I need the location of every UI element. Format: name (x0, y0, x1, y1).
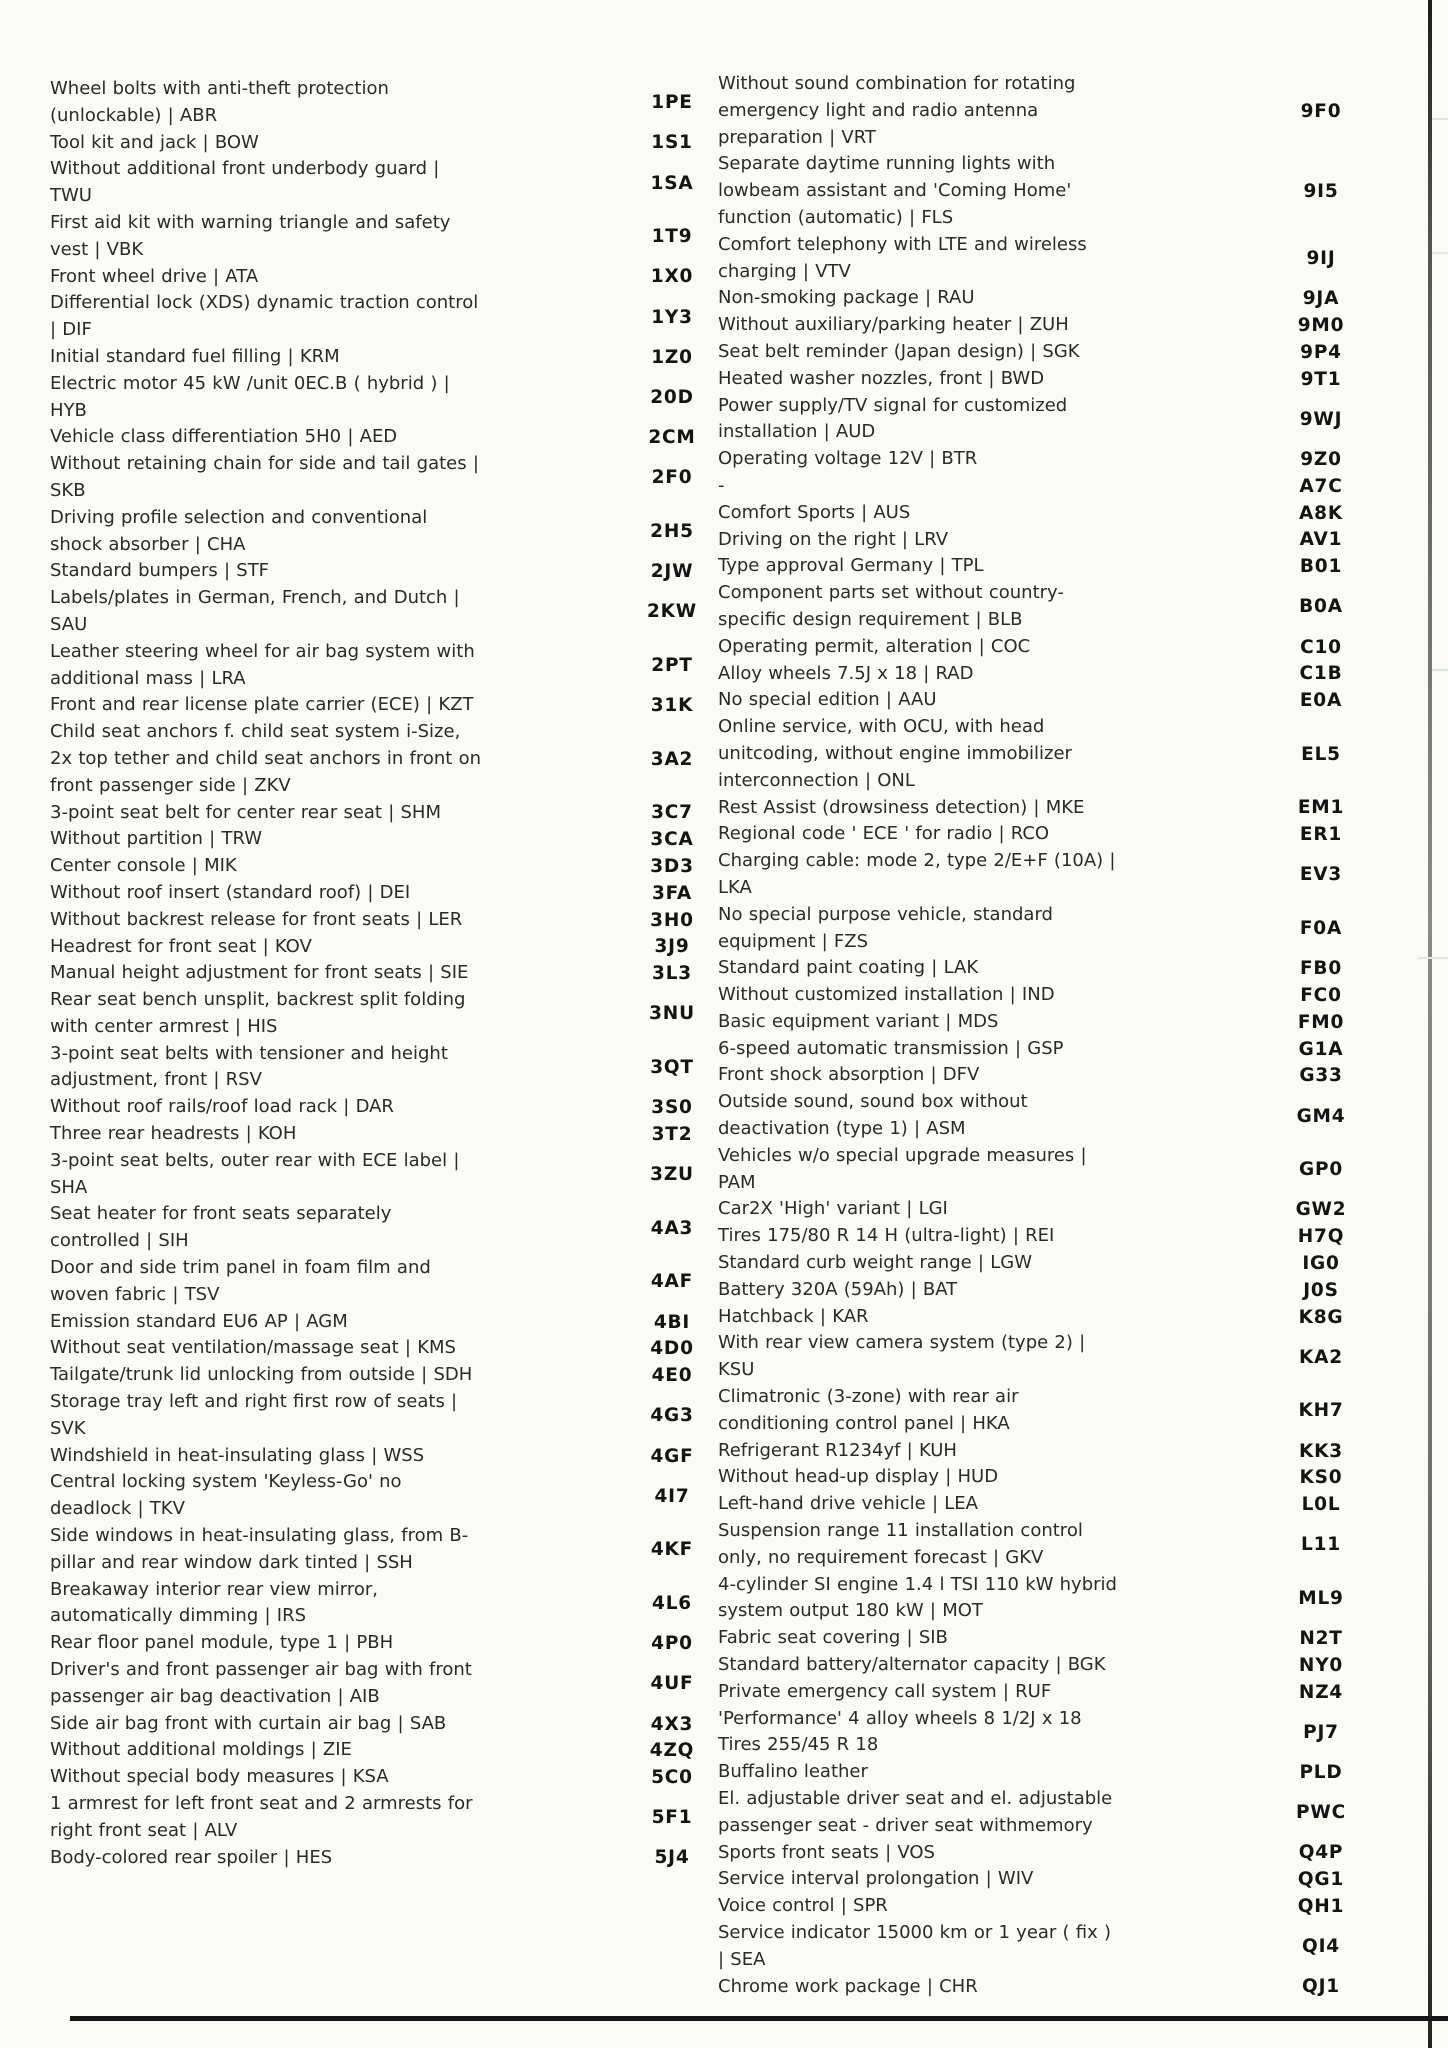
equipment-pr-code: 4D0 (650, 1338, 694, 1360)
equipment-description: Labels/plates in German, French, and Dutch | SAU (50, 587, 460, 635)
equipment-description: Online service, with OCU, with head unitcoding, without engine immobilizer interconnection | ONL (718, 716, 1072, 791)
equipment-description: 4-cylinder SI engine 1.4 l TSI 110 kW hybrid system output 180 kW | MOT (718, 1573, 1117, 1622)
equipment-row (50, 934, 715, 961)
equipment-description: Tool kit and jack | BOW (50, 131, 259, 153)
equipment-row (50, 907, 715, 934)
equipment-row (718, 1518, 1363, 1572)
equipment-row (718, 366, 1363, 393)
equipment-pr-code: 31K (650, 695, 694, 717)
equipment-description: Car2X 'High' variant | LGI (718, 1198, 948, 1220)
equipment-description: Without head-up display | HUD (718, 1466, 999, 1488)
equipment-row (50, 264, 715, 291)
equipment-pr-code: 3L3 (652, 963, 692, 985)
equipment-row (50, 987, 715, 1041)
equipment-row (718, 1330, 1363, 1384)
equipment-pr-code: 2CM (648, 427, 696, 449)
equipment-pr-code: G1A (1298, 1038, 1344, 1060)
page-edge-vertical-rule (1428, 0, 1432, 2048)
equipment-description: Central locking system 'Keyless-Go' no deadlock | TKV (50, 1471, 402, 1520)
equipment-pr-code: 1Y3 (651, 306, 693, 328)
equipment-row (718, 982, 1363, 1009)
equipment-description: Chrome work package | CHR (718, 1975, 978, 1997)
equipment-description: Suspension range 11 installation control only, no requirement forecast | GKV (718, 1520, 1083, 1568)
equipment-row (50, 1201, 715, 1255)
equipment-description: 'Performance' 4 alloy wheels 8 1/2J x 18 Tires 255/45 R 18 (718, 1707, 1082, 1756)
equipment-table-right (718, 71, 1363, 2000)
equipment-description: Leather steering wheel for air bag system with additional mass | LRA (50, 640, 475, 689)
equipment-pr-code: 9T1 (1300, 368, 1342, 390)
equipment-description: No special purpose vehicle, standard equipment | FZS (718, 903, 1053, 952)
equipment-pr-code: FM0 (1297, 1011, 1345, 1033)
equipment-pr-code: 1PE (651, 92, 693, 114)
equipment-pr-code: 1Z0 (651, 346, 693, 368)
equipment-pr-code: PLD (1299, 1762, 1343, 1784)
equipment-pr-code: 4GF (650, 1445, 694, 1467)
equipment-pr-code: G33 (1299, 1065, 1343, 1087)
equipment-description: Vehicles w/o special upgrade measures | PAM (718, 1144, 1087, 1193)
equipment-row (50, 1041, 715, 1095)
equipment-description: With rear view camera system (type 2) | KSU (718, 1332, 1086, 1381)
equipment-row (718, 151, 1363, 231)
equipment-pr-code: 4I7 (654, 1485, 690, 1507)
equipment-description: Without additional front underbody guard | TWU (50, 158, 440, 207)
equipment-pr-code: 4E0 (651, 1365, 693, 1387)
equipment-row (50, 1469, 715, 1523)
equipment-pr-code: N2T (1299, 1628, 1343, 1650)
equipment-row (50, 156, 715, 210)
equipment-row (50, 1335, 715, 1362)
equipment-row (718, 232, 1363, 286)
equipment-description: Comfort Sports | AUS (718, 501, 911, 523)
equipment-row (718, 634, 1363, 661)
equipment-pr-code: 3D3 (650, 856, 694, 877)
equipment-pr-code: KK3 (1299, 1440, 1343, 1462)
equipment-row (50, 1845, 715, 1872)
equipment-row (50, 639, 715, 693)
equipment-row (50, 1362, 715, 1389)
equipment-pr-code: Q4P (1298, 1842, 1344, 1864)
equipment-description: Outside sound, sound box without deactivation (type 1) | ASM (718, 1091, 1028, 1140)
equipment-description: Side windows in heat-insulating glass, from B-pillar and rear window dark tinted | SSH (50, 1525, 469, 1573)
equipment-description: Without sound combination for rotating emergency light and radio antenna preparation | VRT (718, 73, 1076, 148)
equipment-pr-code: 20D (650, 387, 694, 409)
equipment-pr-code: GM4 (1296, 1105, 1346, 1127)
equipment-row (50, 371, 715, 425)
equipment-row (718, 1223, 1363, 1250)
equipment-pr-code: 5J4 (654, 1847, 690, 1869)
equipment-description: Comfort telephony with LTE and wireless charging | VTV (718, 233, 1087, 282)
equipment-row (718, 71, 1363, 151)
equipment-description: Door and side trim panel in foam film and woven fabric | TSV (50, 1257, 431, 1305)
equipment-pr-code: GP0 (1298, 1159, 1344, 1181)
equipment-row (718, 1652, 1363, 1679)
equipment-row (50, 76, 715, 130)
equipment-pr-code: 3C7 (651, 802, 693, 824)
equipment-row (718, 1679, 1363, 1706)
equipment-pr-code: 3T2 (651, 1123, 693, 1145)
equipment-description: Center console | MIK (50, 855, 237, 877)
equipment-description: Component parts set without country-specific design requirement | BLB (718, 582, 1064, 630)
equipment-pr-code: QI4 (1302, 1936, 1340, 1958)
equipment-row (50, 585, 715, 639)
equipment-description: Hatchback | KAR (718, 1305, 869, 1327)
equipment-pr-code: QJ1 (1302, 1976, 1340, 1998)
equipment-description: Without partition | TRW (50, 828, 263, 850)
equipment-row (50, 344, 715, 371)
equipment-description: El. adjustable driver seat and el. adjustable passenger seat - driver seat withmemory (718, 1788, 1113, 1836)
scan-artifact-line (1432, 669, 1448, 671)
equipment-row (50, 1577, 715, 1631)
equipment-pr-code: 3J9 (654, 936, 690, 958)
equipment-pr-code: B01 (1299, 556, 1343, 578)
equipment-description: Standard paint coating | LAK (718, 957, 979, 979)
equipment-row (50, 290, 715, 344)
equipment-description: First aid kit with warning triangle and safety vest | VBK (50, 211, 451, 260)
equipment-description: 3-point seat belt for center rear seat | SHM (50, 801, 441, 823)
equipment-pr-code: H7Q (1297, 1226, 1345, 1248)
equipment-row (718, 821, 1363, 848)
equipment-row (718, 1036, 1363, 1063)
equipment-description: Private emergency call system | RUF (718, 1680, 1052, 1702)
equipment-description: Wheel bolts with anti-theft protection (unlockable) | ABR (50, 78, 389, 126)
equipment-pr-code: 2F0 (651, 467, 693, 489)
equipment-description: Front shock absorption | DFV (718, 1064, 980, 1086)
equipment-pr-code: L11 (1301, 1534, 1341, 1556)
equipment-row (50, 1764, 715, 1791)
equipment-description: Seat belt reminder (Japan design) | SGK (718, 340, 1080, 362)
equipment-pr-code: 5C0 (651, 1767, 693, 1789)
equipment-pr-code: EL5 (1301, 743, 1341, 765)
equipment-row (718, 902, 1363, 956)
equipment-description: Driving on the right | LRV (718, 528, 949, 550)
equipment-description: Driver's and front passenger air bag with front passenger air bag deactivation | AIB (50, 1659, 472, 1707)
equipment-pr-code: 4G3 (650, 1405, 694, 1427)
equipment-description: Rear seat bench unsplit, backrest split folding with center armrest | HIS (50, 989, 466, 1037)
equipment-pr-code: 3CA (650, 829, 694, 851)
equipment-pr-code: 4KF (650, 1539, 694, 1561)
equipment-row (50, 424, 715, 451)
equipment-pr-code: 3S0 (651, 1097, 693, 1119)
equipment-pr-code: 1T9 (651, 226, 693, 248)
equipment-pr-code: 2PT (651, 655, 693, 677)
equipment-pr-code: 3H0 (650, 909, 694, 931)
equipment-row (718, 285, 1363, 312)
scan-artifact-line (1418, 957, 1448, 959)
equipment-pr-code: J0S (1303, 1279, 1339, 1301)
equipment-description: Service interval prolongation | WIV (718, 1868, 1034, 1890)
equipment-row (718, 848, 1363, 902)
equipment-table-left (50, 76, 715, 1871)
equipment-pr-code: E0A (1299, 690, 1343, 712)
equipment-description: Service indicator 15000 km or 1 year ( fix ) | SEA (718, 1921, 1112, 1970)
equipment-row (718, 393, 1363, 447)
equipment-description: Operating voltage 12V | BTR (718, 448, 978, 470)
equipment-description: Emission standard EU6 AP | AGM (50, 1310, 348, 1332)
equipment-row (718, 1866, 1363, 1893)
equipment-pr-code: KH7 (1298, 1400, 1344, 1422)
equipment-row (50, 1255, 715, 1309)
equipment-pr-code: 4AF (650, 1271, 694, 1293)
equipment-row (718, 473, 1363, 500)
equipment-row (718, 312, 1363, 339)
equipment-row (718, 339, 1363, 366)
equipment-pr-code: 9IJ (1306, 248, 1336, 270)
equipment-row (718, 714, 1363, 794)
equipment-description: Body-colored rear spoiler | HES (50, 1846, 333, 1868)
equipment-row (50, 558, 715, 585)
equipment-row (50, 451, 715, 505)
equipment-description: Without seat ventilation/massage seat | KMS (50, 1337, 456, 1359)
equipment-pr-code: ML9 (1298, 1587, 1344, 1609)
equipment-pr-code: 2KW (646, 601, 697, 623)
equipment-description: Without retaining chain for side and tail gates | SKB (50, 453, 479, 501)
equipment-pr-code: 4A3 (650, 1217, 694, 1239)
equipment-pr-code: ER1 (1299, 824, 1343, 846)
equipment-description: Side air bag front with curtain air bag | SAB (50, 1712, 447, 1734)
equipment-pr-code: KA2 (1299, 1346, 1343, 1368)
equipment-description: Windshield in heat-insulating glass | WSS (50, 1444, 425, 1466)
equipment-row (718, 1893, 1363, 1920)
equipment-row (50, 1523, 715, 1577)
equipment-description: Electric motor 45 kW /unit 0EC.B ( hybrid ) | HYB (50, 372, 450, 421)
equipment-description: 6-speed automatic transmission | GSP (718, 1037, 1064, 1059)
equipment-row (50, 1121, 715, 1148)
equipment-description: Non-smoking package | RAU (718, 287, 975, 309)
equipment-row (50, 1389, 715, 1443)
equipment-pr-code: 4ZQ (649, 1740, 695, 1762)
equipment-row (50, 1309, 715, 1336)
equipment-row (50, 505, 715, 559)
equipment-pr-code: PWC (1296, 1802, 1346, 1824)
equipment-description: Alloy wheels 7.5J x 18 | RAD (718, 662, 974, 684)
equipment-pr-code: 2JW (650, 561, 694, 583)
equipment-description: Without customized installation | IND (718, 984, 1055, 1006)
equipment-pr-code: KS0 (1299, 1467, 1343, 1489)
equipment-pr-code: EM1 (1297, 797, 1345, 819)
equipment-description: Breakaway interior rear view mirror, automatically dimming | IRS (50, 1578, 378, 1627)
equipment-pr-code: 3NU (649, 1003, 695, 1025)
page-bottom-horizontal-rule (70, 2016, 1448, 2021)
equipment-description: Front and rear license plate carrier (ECE) | KZT (50, 694, 474, 716)
equipment-row (718, 1196, 1363, 1223)
scan-artifact-line (1432, 252, 1448, 254)
equipment-row (718, 1438, 1363, 1465)
equipment-pr-code: EV3 (1299, 864, 1343, 886)
equipment-pr-code: AV1 (1299, 529, 1343, 551)
equipment-row (718, 1089, 1363, 1143)
equipment-row (50, 692, 715, 719)
equipment-pr-code: QH1 (1297, 1896, 1345, 1918)
equipment-description: Battery 320A (59Ah) | BAT (718, 1278, 958, 1300)
equipment-description: Charging cable: mode 2, type 2/E+F (10A) | LKA (718, 850, 1116, 898)
equipment-row (718, 500, 1363, 527)
equipment-row (718, 1572, 1363, 1626)
equipment-row (718, 1384, 1363, 1438)
equipment-pr-code: QG1 (1297, 1869, 1345, 1891)
equipment-pr-code: 3QT (650, 1056, 694, 1078)
equipment-pr-code: K8G (1298, 1306, 1344, 1328)
equipment-description: Tires 175/80 R 14 H (ultra-light) | REI (718, 1225, 1055, 1247)
equipment-description: Without backrest release for front seats | LER (50, 908, 463, 930)
equipment-row (718, 553, 1363, 580)
equipment-pr-code: 3FA (651, 882, 693, 904)
scan-artifact-line (1432, 118, 1448, 120)
equipment-description: Type approval Germany | TPL (718, 555, 984, 577)
equipment-description: Buffalino leather (718, 1761, 868, 1783)
equipment-row (718, 1277, 1363, 1304)
equipment-row (718, 1009, 1363, 1036)
equipment-pr-code: 9P4 (1300, 341, 1342, 363)
equipment-description: Differential lock (XDS) dynamic traction control | DIF (50, 292, 479, 341)
equipment-description: Rest Assist (drowsiness detection) | MKE (718, 796, 1085, 818)
equipment-description: Headrest for front seat | KOV (50, 935, 312, 957)
equipment-description: Manual height adjustment for front seats | SIE (50, 962, 469, 984)
equipment-row (718, 527, 1363, 554)
equipment-row (50, 1711, 715, 1738)
equipment-pr-code: 9WJ (1299, 408, 1343, 430)
equipment-row (718, 687, 1363, 714)
equipment-description: Regional code ' ECE ' for radio | RCO (718, 823, 1050, 845)
equipment-row (718, 1625, 1363, 1652)
equipment-pr-code: 4L6 (652, 1592, 692, 1614)
equipment-description: Without roof rails/roof load rack | DAR (50, 1096, 394, 1118)
equipment-pr-code: GW2 (1295, 1199, 1347, 1221)
equipment-row (718, 1786, 1363, 1840)
equipment-description: Initial standard fuel filling | KRM (50, 345, 340, 367)
equipment-row (718, 1759, 1363, 1786)
equipment-description: Tailgate/trunk lid unlocking from outside | SDH (50, 1364, 473, 1386)
equipment-description: Power supply/TV signal for customized installation | AUD (718, 394, 1068, 443)
equipment-pr-code: C1B (1299, 663, 1343, 685)
equipment-pr-code: L0L (1301, 1494, 1341, 1516)
equipment-row (50, 800, 715, 827)
equipment-pr-code: 4P0 (651, 1633, 693, 1655)
equipment-row (718, 955, 1363, 982)
equipment-pr-code: 4BI (653, 1311, 691, 1333)
equipment-pr-code: C10 (1300, 636, 1342, 658)
equipment-row (718, 580, 1363, 634)
equipment-pr-code: PJ7 (1303, 1721, 1339, 1743)
equipment-description: Climatronic (3-zone) with rear air conditioning control panel | HKA (718, 1386, 1019, 1434)
equipment-pr-code: 1S1 (651, 132, 693, 154)
equipment-description: 3-point seat belts with tensioner and height adjustment, front | RSV (50, 1042, 448, 1091)
equipment-row (718, 1062, 1363, 1089)
equipment-pr-code: IG0 (1302, 1252, 1340, 1274)
equipment-description: 1 armrest for left front seat and 2 armrests for right front seat | ALV (50, 1793, 473, 1841)
equipment-row (50, 1657, 715, 1711)
equipment-row (50, 853, 715, 880)
equipment-description: Rear floor panel module, type 1 | PBH (50, 1632, 394, 1654)
equipment-description: Left-hand drive vehicle | LEA (718, 1493, 978, 1515)
equipment-pr-code: 9I5 (1303, 181, 1339, 203)
equipment-row (718, 1143, 1363, 1197)
equipment-row (718, 1974, 1363, 2001)
equipment-description: No special edition | AAU (718, 689, 937, 711)
equipment-row (718, 1464, 1363, 1491)
equipment-row (50, 1094, 715, 1121)
equipment-description: Without auxiliary/parking heater | ZUH (718, 314, 1069, 336)
equipment-row (718, 661, 1363, 688)
equipment-pr-code: FC0 (1300, 984, 1342, 1006)
equipment-description: - (718, 474, 725, 496)
equipment-pr-code: NY0 (1298, 1654, 1344, 1676)
equipment-description: Standard bumpers | STF (50, 560, 270, 582)
equipment-pr-code: 3ZU (650, 1164, 694, 1186)
equipment-row (50, 1630, 715, 1657)
equipment-row (718, 1250, 1363, 1277)
equipment-row (50, 719, 715, 799)
equipment-description: Fabric seat covering | SIB (718, 1627, 948, 1649)
equipment-pr-code: 4X3 (650, 1713, 694, 1735)
equipment-row (50, 130, 715, 157)
equipment-description: Driving profile selection and conventional shock absorber | CHA (50, 506, 428, 555)
equipment-description: Standard battery/alternator capacity | BGK (718, 1654, 1106, 1676)
equipment-pr-code: 1SA (650, 172, 694, 194)
equipment-row (50, 960, 715, 987)
equipment-description: Voice control | SPR (718, 1895, 888, 1917)
equipment-row (50, 1148, 715, 1202)
equipment-description: Sports front seats | VOS (718, 1841, 935, 1863)
equipment-description: Seat heater for front seats separately controlled | SIH (50, 1203, 392, 1252)
equipment-pr-code: FB0 (1299, 958, 1342, 980)
equipment-pr-code: A8K (1299, 502, 1343, 524)
equipment-pr-code: 9JA (1302, 288, 1340, 310)
equipment-description: Without additional moldings | ZIE (50, 1739, 352, 1761)
equipment-description: Refrigerant R1234yf | KUH (718, 1439, 957, 1461)
equipment-description: Heated washer nozzles, front | BWD (718, 367, 1045, 389)
equipment-description: 3-point seat belts, outer rear with ECE label | SHA (50, 1149, 460, 1198)
equipment-row (50, 210, 715, 264)
equipment-pr-code: F0A (1299, 918, 1343, 939)
equipment-row (718, 446, 1363, 473)
equipment-row (718, 1920, 1363, 1974)
equipment-row (50, 1443, 715, 1470)
equipment-pr-code: 5F1 (651, 1807, 693, 1829)
equipment-description: Front wheel drive | ATA (50, 265, 259, 287)
equipment-row (718, 1706, 1363, 1760)
equipment-pr-code: 9M0 (1297, 315, 1345, 337)
equipment-pr-code: 4UF (650, 1673, 694, 1695)
equipment-description: Without special body measures | KSA (50, 1766, 389, 1788)
equipment-pr-code: 9F0 (1300, 100, 1342, 122)
equipment-description: Without roof insert (standard roof) | DEI (50, 881, 411, 903)
equipment-pr-code: 9Z0 (1300, 449, 1342, 471)
equipment-description: Separate daytime running lights with lowbeam assistant and 'Coming Home' function (automatic) | FLS (718, 153, 1072, 228)
equipment-row (718, 1840, 1363, 1867)
equipment-row (50, 1737, 715, 1764)
equipment-pr-code: NZ4 (1298, 1681, 1344, 1703)
equipment-row (50, 1791, 715, 1845)
equipment-row (718, 795, 1363, 822)
equipment-pr-code: B0A (1299, 596, 1343, 618)
equipment-description: Storage tray left and right first row of seats | SVK (50, 1391, 458, 1439)
equipment-pr-code: 1X0 (650, 266, 694, 288)
equipment-description: Basic equipment variant | MDS (718, 1010, 999, 1032)
equipment-pr-code: 2H5 (650, 521, 694, 543)
equipment-row (50, 826, 715, 853)
equipment-pr-code: A7C (1299, 475, 1343, 497)
equipment-description: Operating permit, alteration | COC (718, 635, 1031, 657)
equipment-description: Three rear headrests | KOH (50, 1123, 297, 1145)
equipment-row (718, 1491, 1363, 1518)
equipment-pr-code: 3A2 (650, 748, 694, 770)
equipment-description: Child seat anchors f. child seat system i-Size, 2x top tether and child seat anchors in front on front passenger side | ZKV (50, 721, 481, 796)
equipment-description: Vehicle class differentiation 5H0 | AED (50, 426, 398, 448)
equipment-row (718, 1304, 1363, 1331)
equipment-row (50, 880, 715, 907)
equipment-description: Standard curb weight range | LGW (718, 1252, 1032, 1274)
